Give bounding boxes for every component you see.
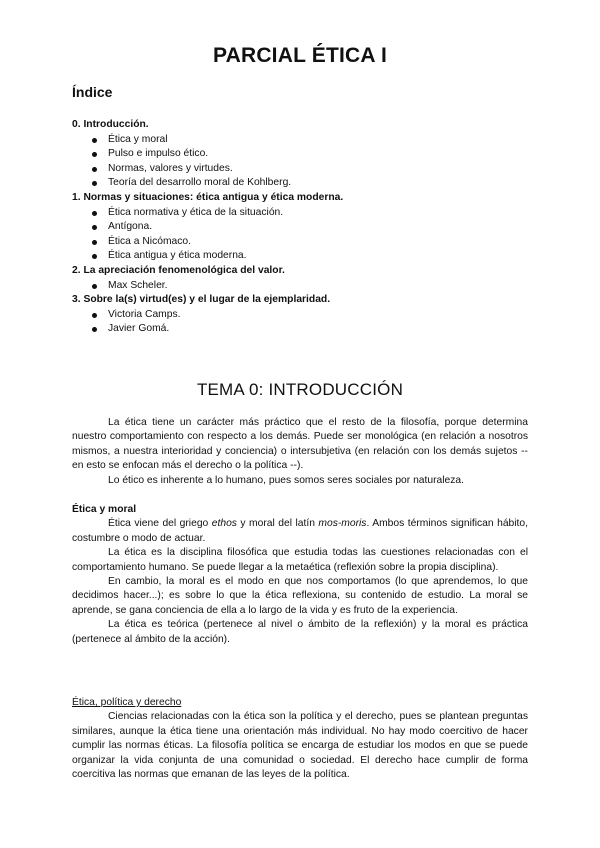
- section-etica-moral: [72, 503, 528, 647]
- paragraph: La ética tiene un carácter más práctico que el resto de la filosofía, porque determina nuestro comportamiento con respecto a los demás. Puede ser monológica (en relación a nosotros mismos, a nuestra interioridad y conciencia) o intersubjetiva (en relación con los demás sujetos -- en esto se enfocan más el derecho o la política --).: [72, 417, 528, 472]
- paragraph: La ética es teórica (pertenece al nivel o ámbito de la reflexión) y la moral es práctica (pertenece al ámbito de la acción).: [72, 619, 528, 645]
- paragraph: Lo ético es inherente a lo humano, pues somos seres sociales por naturaleza.: [108, 474, 465, 486]
- document-title: PARCIAL ÉTICA I: [212, 44, 388, 67]
- text-run: . Ambos términos significan hábito, costumbre o modo de actuar.: [72, 518, 529, 544]
- toc-item: Ética a Nicómaco.: [108, 235, 532, 250]
- toc-item: Normas, valores y virtudes.: [108, 162, 532, 177]
- subsection-heading: Ética, política y derecho: [72, 697, 182, 708]
- toc-list: [72, 308, 532, 337]
- subsection-heading: Ética y moral: [72, 504, 137, 515]
- tema0-heading: TEMA 0: INTRODUCCIÓN: [196, 380, 404, 399]
- toc-section: 3. Sobre la(s) virtud(es) y el lugar de la ejemplaridad.: [72, 294, 331, 306]
- toc-item: Ética antigua y ética moderna.: [108, 249, 532, 264]
- toc-item: Antígona.: [108, 220, 532, 235]
- paragraph: Ciencias relacionadas con la ética son la política y el derecho, pues se plantean preguntas similares, aunque la ética tiene una orientación más individual. No hay modo coercitivo de hacer cumplir las normas éticas. La filosofía política se encarga de estudiar los modos en que se puede organizar la vida conjunta de una comunidad o sociedad. El derecho hace cumplir de forma coercitiva las normas que emanan de las leyes de la política.: [72, 711, 528, 781]
- toc-section: 1. Normas y situaciones: ética antigua y ética moderna.: [72, 191, 344, 203]
- toc-item: Victoria Camps.: [108, 308, 532, 323]
- toc-item: Javier Gomá.: [108, 322, 532, 337]
- toc-item: Pulso e impulso ético.: [108, 147, 532, 162]
- term-ethos: ethos: [211, 518, 237, 530]
- index-heading: Índice: [72, 84, 113, 100]
- toc-list: [72, 279, 532, 294]
- toc-item: Teoría del desarrollo moral de Kohlberg.: [108, 176, 532, 191]
- toc-item: Max Scheler.: [108, 279, 532, 294]
- toc-list: [72, 206, 532, 264]
- tema0-intro: [72, 416, 528, 488]
- toc-item: Ética normativa y ética de la situación.: [108, 206, 532, 221]
- paragraph: [72, 517, 528, 546]
- toc-item: Ética y moral: [108, 133, 532, 148]
- section-etica-politica-derecho: [72, 696, 528, 782]
- paragraph: En cambio, la moral es el modo en que nos comportamos (lo que aprendemos, lo que decidimos hacer...); es sobre lo que la ética reflexiona, su contenido de estudio. La moral se aprende, se gana conciencia de ella a lo largo de la vida y es fruto de la experiencia.: [72, 576, 528, 616]
- text-run: y moral del latín: [236, 518, 319, 530]
- toc-list: [72, 133, 532, 191]
- paragraph: La ética es la disciplina filosófica que estudia todas las cuestiones relacionadas con el comportamiento humano. Se puede llegar a la metaética (reflexión sobre la propia disciplina).: [72, 547, 528, 573]
- toc-section: 2. La apreciación fenomenológica del valor.: [72, 264, 285, 276]
- term-mos-moris: mos-moris: [318, 518, 367, 530]
- text-run: Ética viene del griego: [108, 518, 212, 530]
- toc-section: 0. Introducción.: [72, 119, 149, 130]
- table-of-contents: [72, 118, 532, 337]
